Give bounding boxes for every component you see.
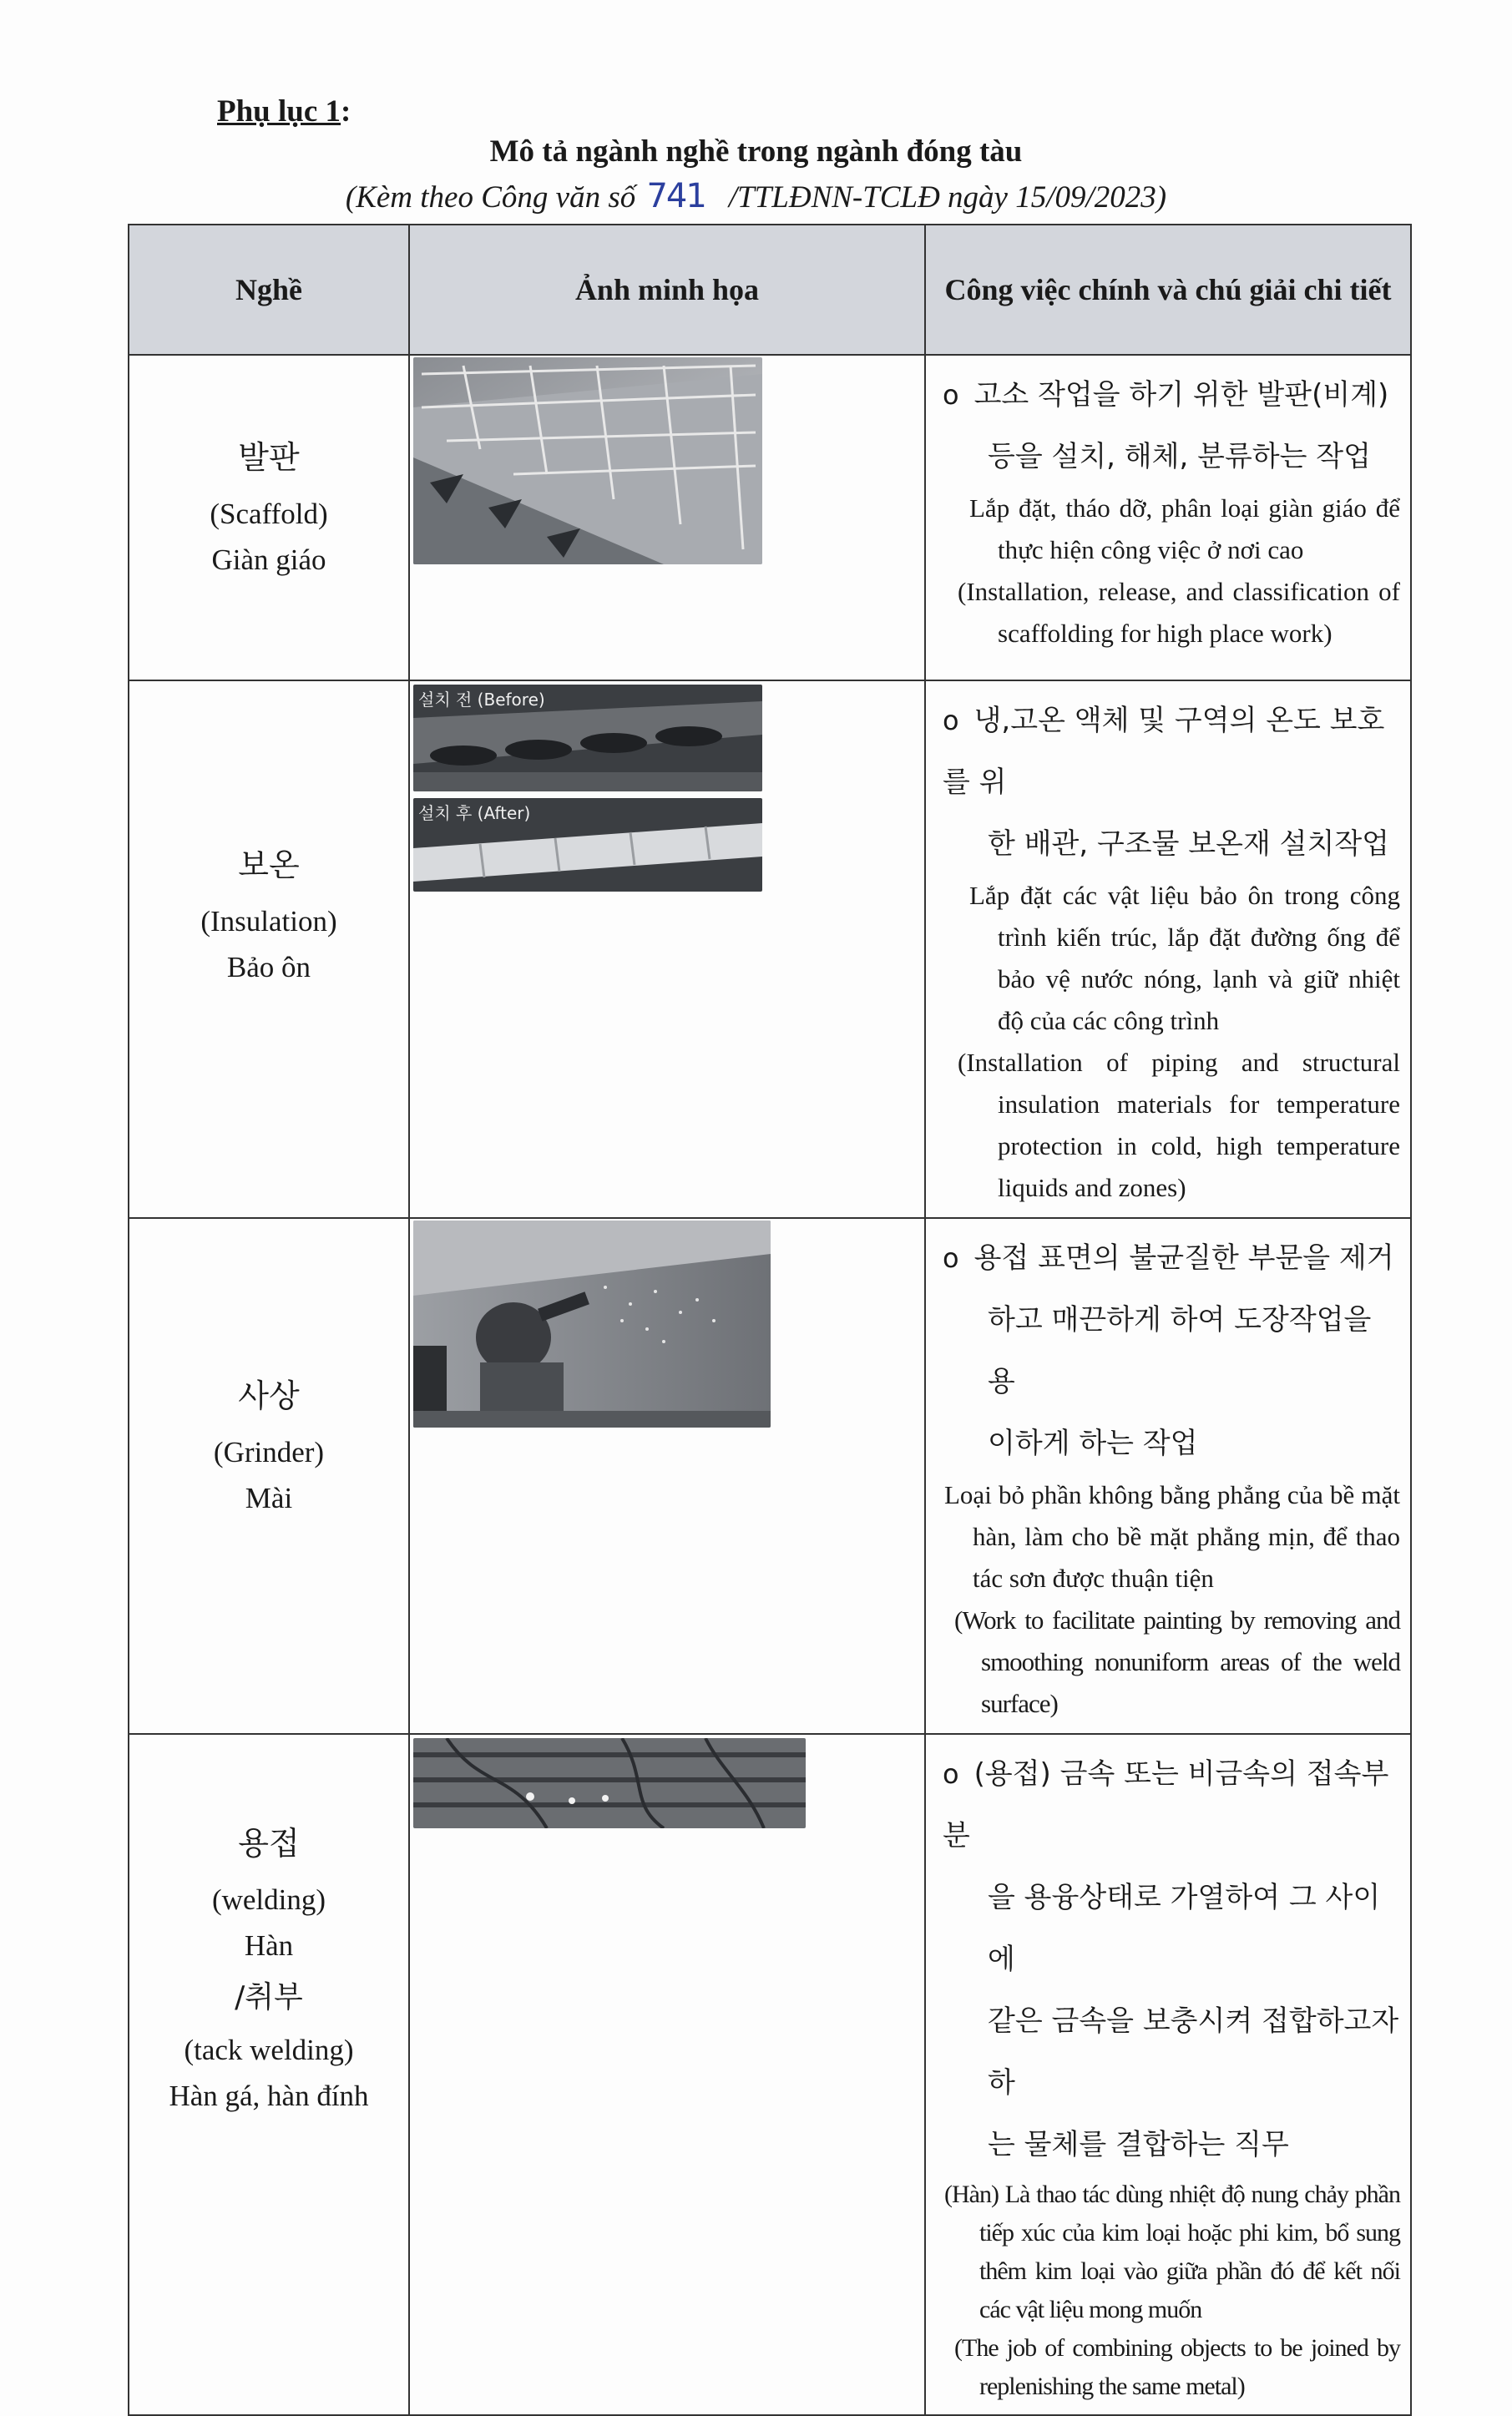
desc-korean-line: o 냉,고온 액체 및 구역의 온도 보호를 위	[939, 690, 1400, 813]
after-label: 설치 후 (After)	[418, 803, 531, 823]
desc-korean-line: 는 물체를 결합하는 직무	[988, 2128, 1289, 2161]
job-english: (Grinder)	[213, 1436, 325, 1468]
document-subtitle: (Kèm theo Công văn số 741 /TTLĐNN-TCLĐ ngày 15/09/2023)	[345, 177, 1167, 215]
table-row	[129, 1218, 1411, 1734]
job-korean: 발판	[238, 439, 300, 476]
welding-photo	[413, 1738, 806, 1828]
desc-vietnamese: Lắp đặt các vật liệu bảo ôn trong công trình kiến trúc, lắp đặt đường ống để bảo vệ nước nóng, lạnh và giữ nhiệt độ của các công trình	[969, 881, 1400, 1035]
handwritten-number: 741	[646, 177, 705, 215]
job-english-secondary: (tack welding)	[184, 2034, 354, 2066]
table-row	[129, 680, 1411, 1218]
desc-vietnamese: Loại bỏ phần không bằng phẳng của bề mặt hàn, làm cho bề mặt phẳng mịn, để thao tác sơn được thuận tiện	[944, 1480, 1400, 1593]
job-vietnamese-secondary: Hàn gá, hàn đính	[169, 2080, 369, 2112]
insulation-after-photo	[413, 798, 762, 892]
job-korean: 보온	[238, 847, 300, 883]
image-cell	[409, 355, 925, 680]
description-cell	[925, 1734, 1411, 2415]
job-korean: 사상	[238, 1377, 300, 1414]
job-english: (Scaffold)	[210, 498, 328, 530]
job-cell	[129, 680, 409, 1218]
job-english: (Insulation)	[200, 905, 337, 938]
desc-korean-line: o 고소 작업을 하기 위한 발판(비계)	[939, 364, 1400, 426]
job-english: (welding)	[211, 1883, 326, 1916]
before-label: 설치 전 (Before)	[418, 690, 545, 710]
header-image: Ảnh minh họa	[409, 225, 925, 355]
desc-korean-line: o (용접) 금속 또는 비금속의 접속부분	[939, 1743, 1400, 1867]
header-description: Công việc chính và chú giải chi tiết	[925, 225, 1411, 355]
header-job: Nghề	[129, 225, 409, 355]
description-cell	[925, 680, 1411, 1218]
job-cell	[129, 355, 409, 680]
job-cell	[129, 1218, 409, 1734]
job-korean: 용접	[238, 1825, 300, 1862]
job-vietnamese: Mài	[245, 1482, 293, 1514]
image-cell	[409, 1734, 925, 2415]
job-korean-secondary: /취부	[235, 1980, 303, 2014]
grinder-photo	[413, 1221, 771, 1428]
desc-vietnamese: (Hàn) Là thao tác dùng nhiệt độ nung chảy phần tiếp xúc của kim loại hoặc phi kim, bổ sung thêm kim loại vào giữa phần đó để kết nối các vật liệu mong muốn	[944, 2181, 1400, 2323]
table-row	[129, 1734, 1411, 2415]
desc-korean-line: o 용접 표면의 불균질한 부문을 제거	[939, 1227, 1400, 1289]
desc-vietnamese: Lắp đặt, tháo dỡ, phân loại giàn giáo để thực hiện công việc ở nơi cao	[969, 493, 1400, 564]
desc-korean-line: 하고 매끈하게 하여 도장작업을 용	[988, 1303, 1372, 1398]
desc-english: (Work to facilitate painting by removing and smoothing nonuniform areas of the weld surface)	[954, 1605, 1400, 1718]
job-vietnamese: Giàn giáo	[211, 543, 326, 576]
image-cell	[409, 1218, 925, 1734]
desc-english: (Installation, release, and classification of scaffolding for high place work)	[958, 577, 1400, 648]
insulation-before-photo	[413, 685, 762, 791]
desc-english: (Installation of piping and structural insulation materials for temperature protection in cold, high temperature liquids and zones)	[958, 1048, 1400, 1202]
image-cell	[409, 680, 925, 1218]
description-cell	[925, 355, 1411, 680]
desc-korean-line: 한 배관, 구조물 보온재 설치작업	[988, 827, 1390, 861]
description-cell	[925, 1218, 1411, 1734]
desc-korean-line: 같은 금속을 보충시켜 접합하고자 하	[988, 2004, 1399, 2100]
table-header-row	[129, 225, 1411, 355]
job-cell	[129, 1734, 409, 2415]
job-vietnamese: Bảo ôn	[226, 951, 311, 983]
desc-korean-line: 이하게 하는 작업	[988, 1427, 1198, 1460]
occupation-table	[128, 224, 1412, 2416]
scaffold-photo	[413, 357, 762, 564]
desc-english: (The job of combining objects to be joined by replenishing the same metal)	[954, 2334, 1400, 2400]
document-title: Mô tả ngành nghề trong ngành đóng tàu	[489, 134, 1023, 169]
table-row	[129, 355, 1411, 680]
job-vietnamese: Hàn	[244, 1929, 294, 1962]
appendix-label: Phụ lục 1:	[217, 94, 351, 129]
desc-korean-line: 등을 설치, 해체, 분류하는 작업	[988, 440, 1371, 473]
desc-korean-line: 을 용융상태로 가열하여 그 사이에	[988, 1881, 1381, 1976]
